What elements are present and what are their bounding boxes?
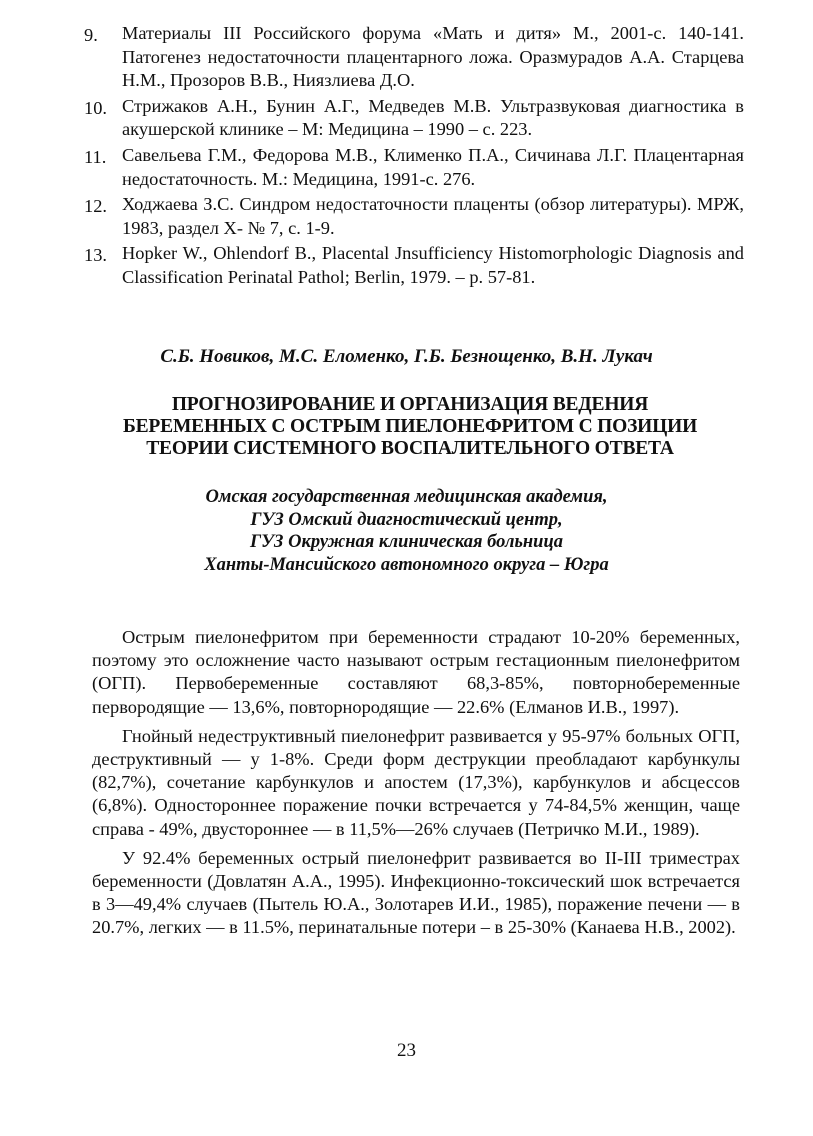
reference-text: Савельева Г.М., Федорова М.В., Клименко П.А., Сичинава Л.Г. Плацентарная недостаточность. М.: Медицина, 1991-с. 276. — [122, 144, 744, 189]
reference-item — [84, 242, 744, 289]
affiliation-line: Ханты-Мансийского автономного округа – Югра — [204, 554, 609, 575]
reference-number: 10. — [84, 97, 107, 118]
affiliation-line: Омская государственная медицинская академия, — [205, 487, 608, 507]
reference-number: 11. — [84, 146, 107, 167]
article-body — [92, 626, 740, 946]
reference-list — [84, 22, 744, 292]
reference-text: Стрижаков А.Н., Бунин А.Г., Медведев М.В. Ультразвуковая диагностика в акушерской клинике – М: Медицина – 1990 – с. 223. — [122, 95, 744, 140]
title-line: БЕРЕМЕННЫХ С ОСТРЫМ ПИЕЛОНЕФРИТОМ С ПОЗИЦИИ — [122, 416, 698, 437]
article-affiliations — [0, 486, 813, 576]
page-number: 23 — [397, 1040, 416, 1061]
article-authors: С.Б. Новиков, М.С. Еломенко, Г.Б. Безнощенко, В.Н. Лукач — [160, 346, 653, 367]
reference-item — [84, 95, 744, 142]
reference-item — [84, 22, 744, 93]
body-paragraph: Острым пиелонефритом при беременности страдают 10-20% беременных, поэтому это осложнение часто называют острым гестационным пиелонефритом (ОГП). Первобеременные составляют 68,3-85%, повторнобеременные первородящие — 13,6%, повторнородящие — 22.6% (Елманов И.В., 1997). — [92, 627, 740, 717]
reference-number: 13. — [84, 245, 107, 266]
article-title — [70, 394, 750, 460]
affiliation-line: ГУЗ Омский диагностический центр, — [250, 509, 563, 530]
reference-item — [84, 193, 744, 240]
reference-number: 12. — [84, 196, 107, 217]
reference-text: Hopker W., Ohlendorf B., Placental Jnsufficiency Histomorphologic Diagnosis and Classification Perinatal Pathol; Berlin, 1979. – p. 57-81. — [122, 243, 744, 287]
affiliation-line: ГУЗ Окружная клиническая больница — [250, 532, 563, 552]
body-paragraph: У 92.4% беременных острый пиелонефрит развивается во II-III триместрах беременности (Довлатян А.А., 1995). Инфекционно-токсический шок встречается в 3—49,4% случаев (Пытель Ю.А., Золотарев И.И., 1985), поражение печени — в 20.7%, легких — в 11.5%, перинатальные потери – в 25-30% (Канаева Н.В., 2002). — [92, 847, 740, 938]
reference-text: Материалы III Российского форума «Мать и дитя» М., 2001-с. 140-141. Патогенез недостаточности плацентарного ложа. Оразмурадов А.А. Старцева Н.М., Прозоров В.В., Ниязлиева Д.О. — [122, 23, 744, 91]
reference-item — [84, 144, 744, 191]
title-line: ТЕОРИИ СИСТЕМНОГО ВОСПАЛИТЕЛЬНОГО ОТВЕТА — [146, 438, 674, 459]
reference-number: 9. — [84, 25, 98, 45]
title-line: ПРОГНОЗИРОВАНИЕ И ОРГАНИЗАЦИЯ ВЕДЕНИЯ — [171, 394, 649, 415]
reference-text: Ходжаева З.С. Синдром недостаточности плаценты (обзор литературы). МРЖ, 1983, раздел Х- № 7, с. 1-9. — [122, 194, 744, 238]
body-paragraph: Гнойный недеструктивный пиелонефрит развивается у 95-97% больных ОГП, деструктивный — у 1-8%. Среди форм деструкции преобладают карбункулы (82,7%), сочетание карбункулов и апостем (17,3%), карбункулов и абсцессов (6,8%). Одностороннее поражение почки встречается у 74-84,5% женщин, чаще справа - 49%, двустороннее — в 11,5%—26% случаев (Петричко М.И., 1989). — [92, 725, 740, 839]
